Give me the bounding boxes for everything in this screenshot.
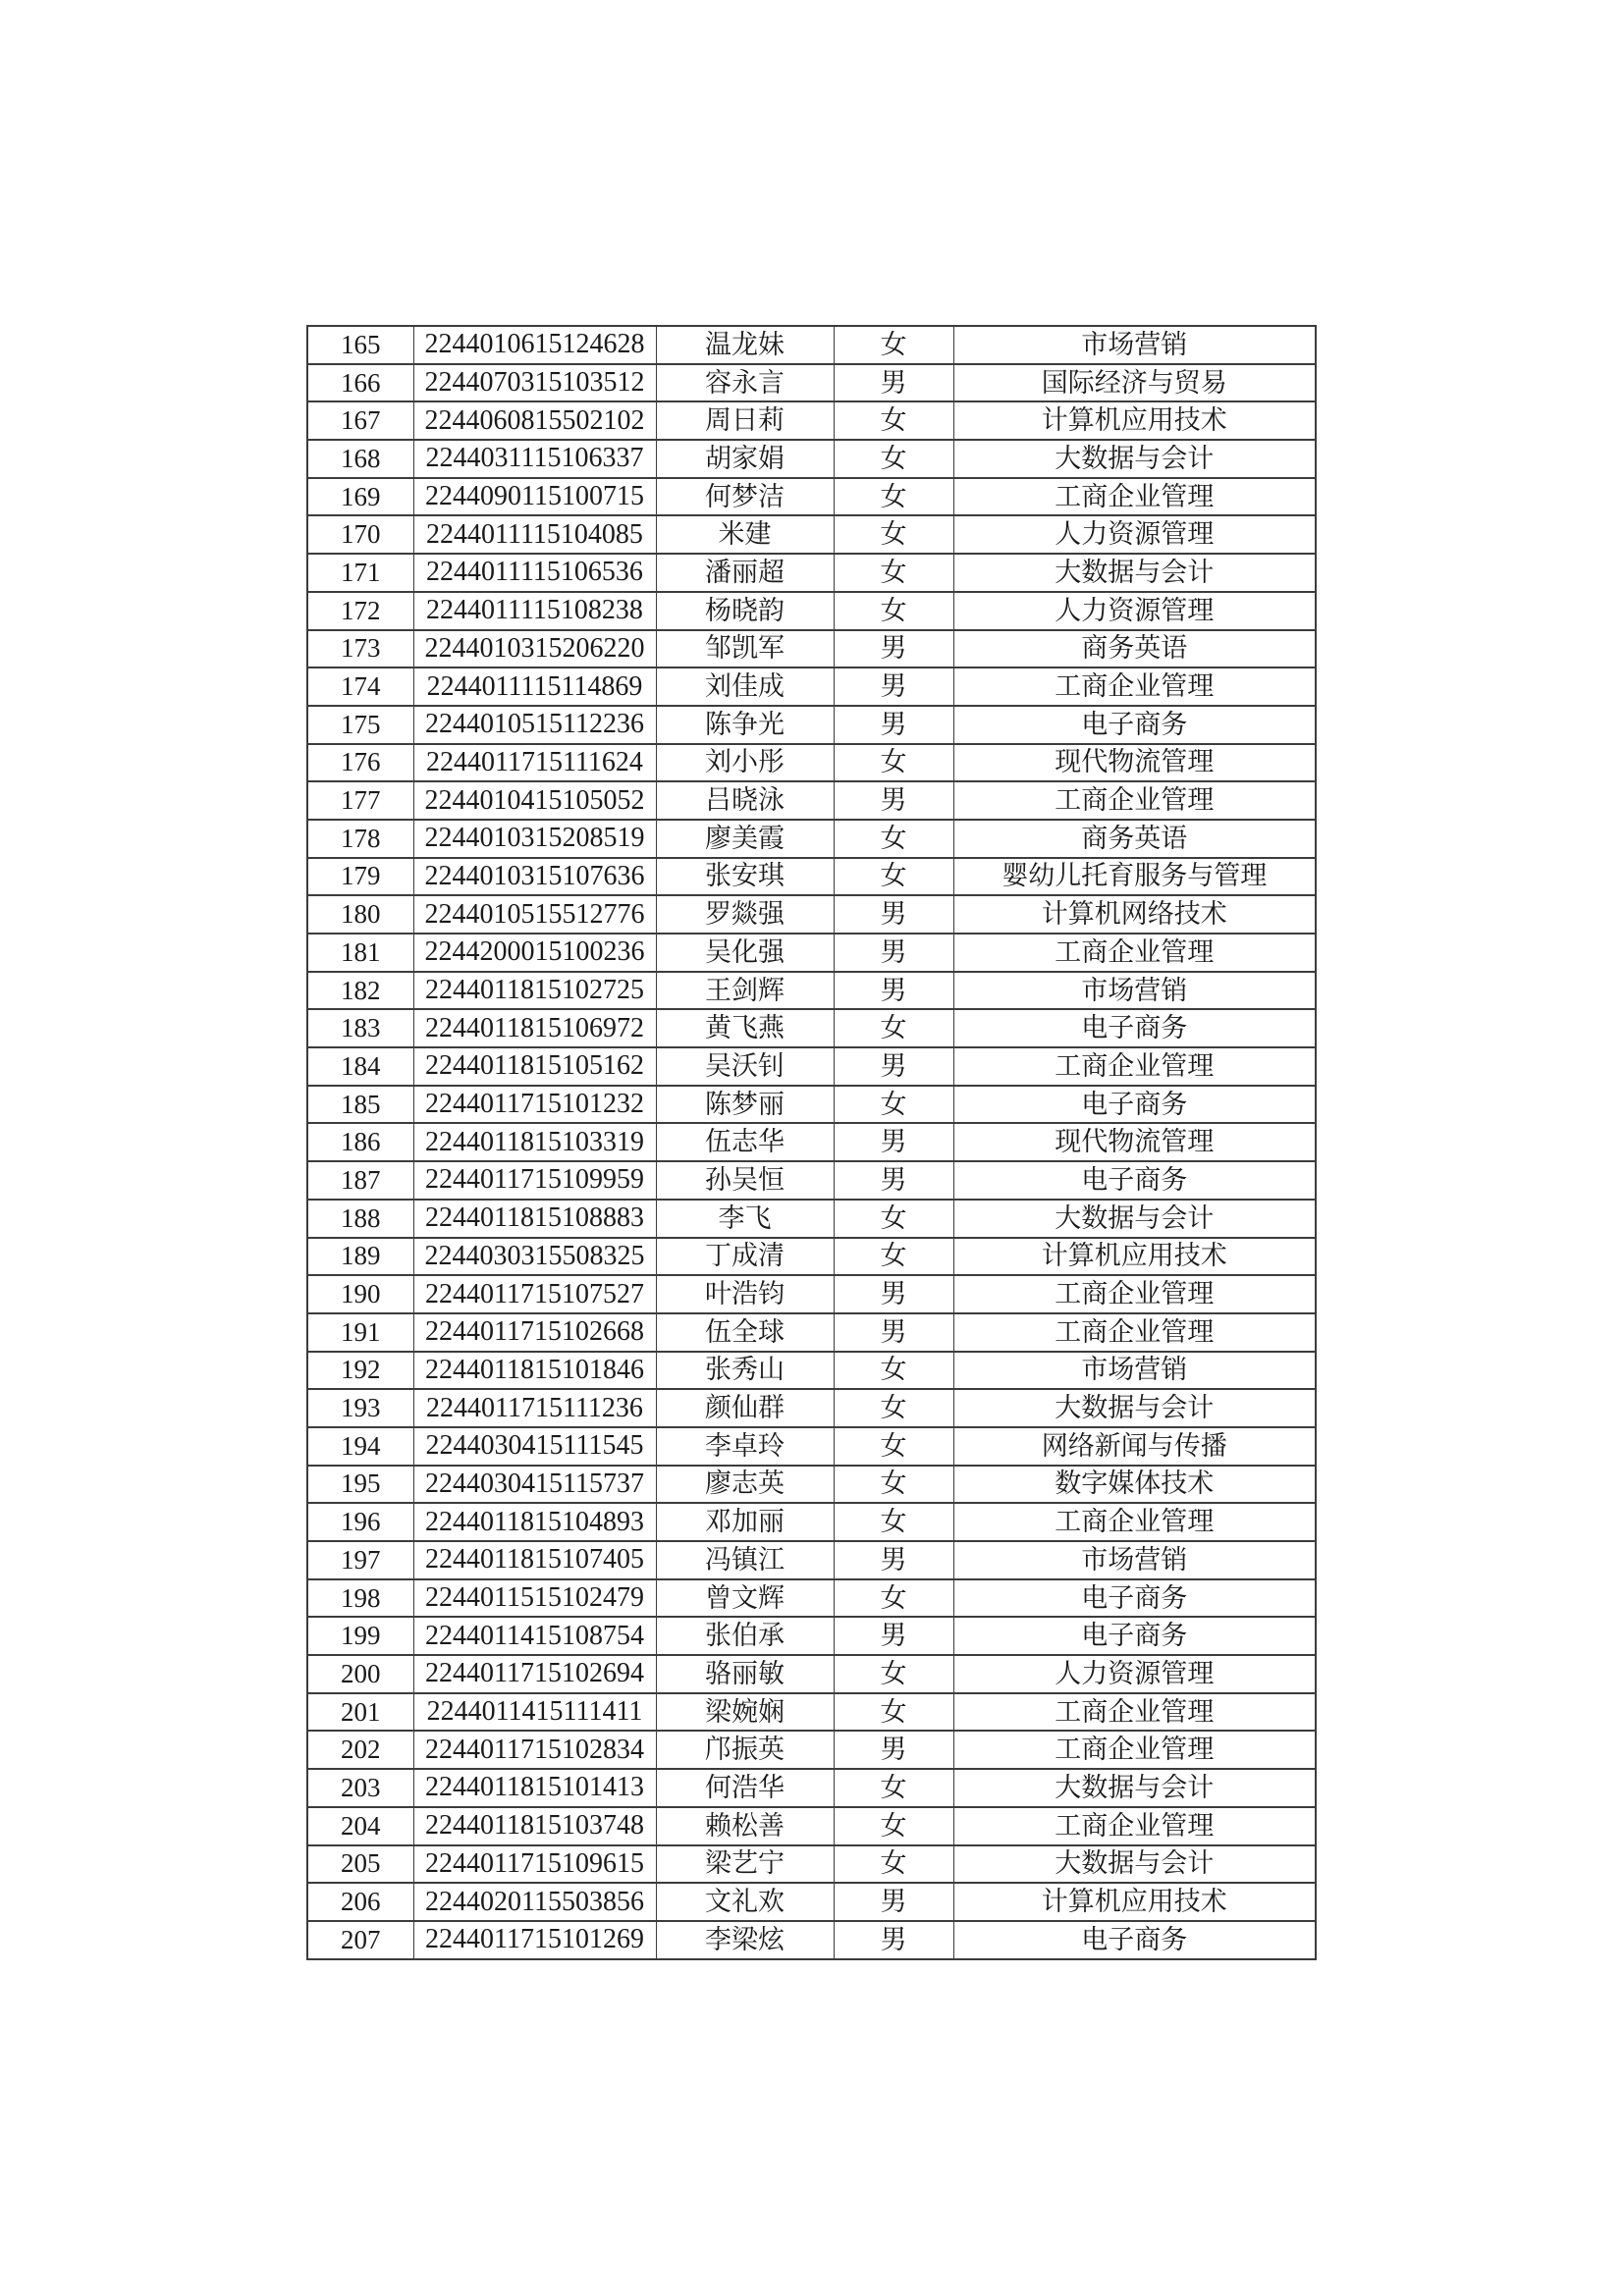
student-name-cell: 张安琪 — [656, 858, 834, 896]
gender-cell: 男 — [834, 972, 953, 1010]
student-name-cell: 刘佳成 — [656, 667, 834, 706]
row-number-cell: 170 — [307, 515, 413, 554]
candidate-id-cell: 2244090115100715 — [413, 478, 656, 516]
table-row — [307, 326, 1316, 364]
major-cell: 现代物流管理 — [953, 1123, 1316, 1161]
student-name-cell: 冯镇江 — [656, 1541, 834, 1579]
student-name-cell: 容永言 — [656, 364, 834, 402]
major-cell: 市场营销 — [953, 326, 1316, 364]
gender-cell: 男 — [834, 1541, 953, 1579]
row-number-cell: 177 — [307, 781, 413, 820]
candidate-id-cell: 2244030415115737 — [413, 1466, 656, 1504]
gender-cell: 男 — [834, 1047, 953, 1086]
student-name-cell: 周日莉 — [656, 401, 834, 440]
candidate-id-cell: 2244011815101846 — [413, 1352, 656, 1390]
student-name-cell: 吕晓泳 — [656, 781, 834, 820]
candidate-id-cell: 2244010315206220 — [413, 630, 656, 668]
major-cell: 商务英语 — [953, 820, 1316, 858]
major-cell: 工商企业管理 — [953, 1503, 1316, 1541]
major-cell: 市场营销 — [953, 1352, 1316, 1390]
table-row — [307, 1123, 1316, 1161]
major-cell: 电子商务 — [953, 1921, 1316, 1959]
major-cell: 人力资源管理 — [953, 515, 1316, 554]
student-name-cell: 叶浩钧 — [656, 1275, 834, 1313]
table-row — [307, 1466, 1316, 1504]
row-number-cell: 205 — [307, 1845, 413, 1884]
candidate-id-cell: 2244060815502102 — [413, 401, 656, 440]
candidate-id-cell: 2244010515512776 — [413, 895, 656, 934]
student-name-cell: 何浩华 — [656, 1769, 834, 1807]
student-name-cell: 王剑辉 — [656, 972, 834, 1010]
gender-cell: 女 — [834, 1200, 953, 1238]
table-row — [307, 1617, 1316, 1655]
row-number-cell: 167 — [307, 401, 413, 440]
table-row — [307, 781, 1316, 820]
table-row — [307, 706, 1316, 744]
student-name-cell: 米建 — [656, 515, 834, 554]
gender-cell: 女 — [834, 1009, 953, 1047]
student-name-cell: 吴化强 — [656, 934, 834, 972]
table-row — [307, 1086, 1316, 1124]
gender-cell: 女 — [834, 1466, 953, 1504]
table-row — [307, 744, 1316, 782]
candidate-id-cell: 2244010415105052 — [413, 781, 656, 820]
table-row — [307, 1275, 1316, 1313]
major-cell: 人力资源管理 — [953, 1655, 1316, 1693]
table-row — [307, 630, 1316, 668]
candidate-id-cell: 2244010615124628 — [413, 326, 656, 364]
candidate-id-cell: 2244011715101232 — [413, 1086, 656, 1124]
major-cell: 大数据与会计 — [953, 554, 1316, 592]
row-number-cell: 195 — [307, 1466, 413, 1504]
major-cell: 工商企业管理 — [953, 1275, 1316, 1313]
candidate-id-cell: 2244011715101269 — [413, 1921, 656, 1959]
candidate-id-cell: 2244011815107405 — [413, 1541, 656, 1579]
candidate-id-cell: 2244011715111624 — [413, 744, 656, 782]
gender-cell: 女 — [834, 1693, 953, 1732]
candidate-id-cell: 2244011115108238 — [413, 592, 656, 630]
row-number-cell: 178 — [307, 820, 413, 858]
candidate-id-cell: 2244010515112236 — [413, 706, 656, 744]
gender-cell: 女 — [834, 1389, 953, 1427]
student-name-cell: 潘丽超 — [656, 554, 834, 592]
table-row — [307, 1238, 1316, 1276]
row-number-cell: 189 — [307, 1238, 413, 1276]
candidate-id-cell: 2244011715111236 — [413, 1389, 656, 1427]
table-row — [307, 820, 1316, 858]
major-cell: 计算机应用技术 — [953, 1238, 1316, 1276]
student-name-cell: 曾文辉 — [656, 1579, 834, 1618]
major-cell: 计算机应用技术 — [953, 401, 1316, 440]
student-name-cell: 张伯承 — [656, 1617, 834, 1655]
row-number-cell: 181 — [307, 934, 413, 972]
gender-cell: 女 — [834, 440, 953, 478]
student-name-cell: 黄飞燕 — [656, 1009, 834, 1047]
row-number-cell: 201 — [307, 1693, 413, 1732]
major-cell: 电子商务 — [953, 1086, 1316, 1124]
table-row — [307, 972, 1316, 1010]
table-row — [307, 401, 1316, 440]
table-row — [307, 1883, 1316, 1921]
gender-cell: 男 — [834, 1313, 953, 1352]
table-row — [307, 1693, 1316, 1732]
row-number-cell: 187 — [307, 1161, 413, 1200]
major-cell: 电子商务 — [953, 1617, 1316, 1655]
row-number-cell: 173 — [307, 630, 413, 668]
table-row — [307, 895, 1316, 934]
candidate-id-cell: 2244030315508325 — [413, 1238, 656, 1276]
candidate-id-cell: 2244011415108754 — [413, 1617, 656, 1655]
student-name-cell: 丁成清 — [656, 1238, 834, 1276]
major-cell: 大数据与会计 — [953, 440, 1316, 478]
candidate-id-cell: 2244011815103748 — [413, 1807, 656, 1845]
major-cell: 市场营销 — [953, 1541, 1316, 1579]
candidate-id-cell: 2244020115503856 — [413, 1883, 656, 1921]
major-cell: 婴幼儿托育服务与管理 — [953, 858, 1316, 896]
major-cell: 电子商务 — [953, 1161, 1316, 1200]
major-cell: 工商企业管理 — [953, 1807, 1316, 1845]
candidate-id-cell: 2244011715109615 — [413, 1845, 656, 1884]
row-number-cell: 199 — [307, 1617, 413, 1655]
candidate-id-cell: 2244011815106972 — [413, 1009, 656, 1047]
table-row — [307, 1921, 1316, 1959]
major-cell: 市场营销 — [953, 972, 1316, 1010]
gender-cell: 女 — [834, 478, 953, 516]
table-row — [307, 934, 1316, 972]
gender-cell: 男 — [834, 667, 953, 706]
major-cell: 计算机应用技术 — [953, 1883, 1316, 1921]
student-name-cell: 李卓玲 — [656, 1427, 834, 1466]
row-number-cell: 203 — [307, 1769, 413, 1807]
row-number-cell: 168 — [307, 440, 413, 478]
major-cell: 大数据与会计 — [953, 1389, 1316, 1427]
table-row — [307, 1845, 1316, 1884]
gender-cell: 男 — [834, 895, 953, 934]
table-row — [307, 858, 1316, 896]
table-row — [307, 1427, 1316, 1466]
row-number-cell: 183 — [307, 1009, 413, 1047]
student-name-cell: 颜仙群 — [656, 1389, 834, 1427]
row-number-cell: 193 — [307, 1389, 413, 1427]
table-row — [307, 1579, 1316, 1618]
student-name-cell: 梁艺宁 — [656, 1845, 834, 1884]
candidate-id-cell: 2244011115104085 — [413, 515, 656, 554]
candidate-id-cell: 2244011815105162 — [413, 1047, 656, 1086]
major-cell: 现代物流管理 — [953, 744, 1316, 782]
gender-cell: 女 — [834, 592, 953, 630]
major-cell: 工商企业管理 — [953, 1731, 1316, 1769]
gender-cell: 女 — [834, 1769, 953, 1807]
candidate-id-cell: 2244011515102479 — [413, 1579, 656, 1618]
student-name-cell: 李梁炫 — [656, 1921, 834, 1959]
student-name-cell: 吴沃钊 — [656, 1047, 834, 1086]
row-number-cell: 174 — [307, 667, 413, 706]
gender-cell: 女 — [834, 1352, 953, 1390]
student-name-cell: 赖松善 — [656, 1807, 834, 1845]
gender-cell: 女 — [834, 401, 953, 440]
gender-cell: 男 — [834, 781, 953, 820]
row-number-cell: 197 — [307, 1541, 413, 1579]
table-row — [307, 1503, 1316, 1541]
table-row — [307, 554, 1316, 592]
table-row — [307, 364, 1316, 402]
student-name-cell: 胡家娟 — [656, 440, 834, 478]
row-number-cell: 166 — [307, 364, 413, 402]
gender-cell: 女 — [834, 1427, 953, 1466]
row-number-cell: 169 — [307, 478, 413, 516]
student-name-cell: 文礼欢 — [656, 1883, 834, 1921]
major-cell: 工商企业管理 — [953, 1313, 1316, 1352]
candidate-id-cell: 2244070315103512 — [413, 364, 656, 402]
student-roster-table — [306, 325, 1317, 1960]
student-name-cell: 伍志华 — [656, 1123, 834, 1161]
candidate-id-cell: 2244011715107527 — [413, 1275, 656, 1313]
table-row — [307, 1389, 1316, 1427]
gender-cell: 男 — [834, 1731, 953, 1769]
major-cell: 计算机网络技术 — [953, 895, 1316, 934]
gender-cell: 男 — [834, 630, 953, 668]
table-row — [307, 1655, 1316, 1693]
row-number-cell: 207 — [307, 1921, 413, 1959]
gender-cell: 女 — [834, 1579, 953, 1618]
gender-cell: 男 — [834, 1161, 953, 1200]
row-number-cell: 200 — [307, 1655, 413, 1693]
major-cell: 电子商务 — [953, 1009, 1316, 1047]
row-number-cell: 184 — [307, 1047, 413, 1086]
major-cell: 国际经济与贸易 — [953, 364, 1316, 402]
gender-cell: 女 — [834, 1845, 953, 1884]
table-row — [307, 515, 1316, 554]
student-name-cell: 梁婉娴 — [656, 1693, 834, 1732]
table-row — [307, 1200, 1316, 1238]
student-name-cell: 骆丽敏 — [656, 1655, 834, 1693]
gender-cell: 男 — [834, 364, 953, 402]
major-cell: 商务英语 — [953, 630, 1316, 668]
student-name-cell: 李飞 — [656, 1200, 834, 1238]
major-cell: 工商企业管理 — [953, 478, 1316, 516]
row-number-cell: 188 — [307, 1200, 413, 1238]
student-name-cell: 孙吴恒 — [656, 1161, 834, 1200]
row-number-cell: 191 — [307, 1313, 413, 1352]
row-number-cell: 180 — [307, 895, 413, 934]
major-cell: 工商企业管理 — [953, 934, 1316, 972]
student-name-cell: 伍全球 — [656, 1313, 834, 1352]
table-row — [307, 1352, 1316, 1390]
gender-cell: 女 — [834, 1503, 953, 1541]
table-row — [307, 440, 1316, 478]
gender-cell: 男 — [834, 1921, 953, 1959]
candidate-id-cell: 2244011715102668 — [413, 1313, 656, 1352]
gender-cell: 女 — [834, 858, 953, 896]
gender-cell: 女 — [834, 554, 953, 592]
gender-cell: 女 — [834, 515, 953, 554]
student-name-cell: 廖志英 — [656, 1466, 834, 1504]
gender-cell: 男 — [834, 1883, 953, 1921]
student-name-cell: 廖美霞 — [656, 820, 834, 858]
table-row — [307, 592, 1316, 630]
row-number-cell: 202 — [307, 1731, 413, 1769]
major-cell: 大数据与会计 — [953, 1845, 1316, 1884]
row-number-cell: 192 — [307, 1352, 413, 1390]
gender-cell: 男 — [834, 1617, 953, 1655]
table-row — [307, 667, 1316, 706]
major-cell: 大数据与会计 — [953, 1200, 1316, 1238]
gender-cell: 女 — [834, 1807, 953, 1845]
table-row — [307, 1047, 1316, 1086]
candidate-id-cell: 2244011815102725 — [413, 972, 656, 1010]
candidate-id-cell: 2244011115114869 — [413, 667, 656, 706]
gender-cell: 女 — [834, 1655, 953, 1693]
major-cell: 工商企业管理 — [953, 1693, 1316, 1732]
major-cell: 电子商务 — [953, 706, 1316, 744]
candidate-id-cell: 2244011115106536 — [413, 554, 656, 592]
gender-cell: 女 — [834, 744, 953, 782]
row-number-cell: 172 — [307, 592, 413, 630]
table-row — [307, 1807, 1316, 1845]
gender-cell: 男 — [834, 1123, 953, 1161]
candidate-id-cell: 2244011715102834 — [413, 1731, 656, 1769]
table-row — [307, 1541, 1316, 1579]
candidate-id-cell: 2244011815103319 — [413, 1123, 656, 1161]
row-number-cell: 175 — [307, 706, 413, 744]
row-number-cell: 190 — [307, 1275, 413, 1313]
major-cell: 工商企业管理 — [953, 667, 1316, 706]
student-name-cell: 陈争光 — [656, 706, 834, 744]
major-cell: 大数据与会计 — [953, 1769, 1316, 1807]
student-name-cell: 罗燚强 — [656, 895, 834, 934]
candidate-id-cell: 2244011815101413 — [413, 1769, 656, 1807]
gender-cell: 女 — [834, 1086, 953, 1124]
gender-cell: 男 — [834, 934, 953, 972]
student-name-cell: 张秀山 — [656, 1352, 834, 1390]
student-table-body — [307, 326, 1316, 1959]
row-number-cell: 179 — [307, 858, 413, 896]
row-number-cell: 165 — [307, 326, 413, 364]
gender-cell: 男 — [834, 706, 953, 744]
table-row — [307, 1313, 1316, 1352]
major-cell: 工商企业管理 — [953, 1047, 1316, 1086]
row-number-cell: 206 — [307, 1883, 413, 1921]
row-number-cell: 198 — [307, 1579, 413, 1618]
row-number-cell: 204 — [307, 1807, 413, 1845]
candidate-id-cell: 2244200015100236 — [413, 934, 656, 972]
candidate-id-cell: 2244030415111545 — [413, 1427, 656, 1466]
major-cell: 网络新闻与传播 — [953, 1427, 1316, 1466]
row-number-cell: 171 — [307, 554, 413, 592]
table-row — [307, 1009, 1316, 1047]
gender-cell: 女 — [834, 820, 953, 858]
table-row — [307, 1769, 1316, 1807]
candidate-id-cell: 2244011715102694 — [413, 1655, 656, 1693]
table-row — [307, 1161, 1316, 1200]
student-name-cell: 刘小彤 — [656, 744, 834, 782]
major-cell: 电子商务 — [953, 1579, 1316, 1618]
candidate-id-cell: 2244011415111411 — [413, 1693, 656, 1732]
candidate-id-cell: 2244010315107636 — [413, 858, 656, 896]
row-number-cell: 176 — [307, 744, 413, 782]
candidate-id-cell: 2244031115106337 — [413, 440, 656, 478]
row-number-cell: 182 — [307, 972, 413, 1010]
gender-cell: 女 — [834, 1238, 953, 1276]
student-name-cell: 温龙妹 — [656, 326, 834, 364]
student-name-cell: 邝振英 — [656, 1731, 834, 1769]
major-cell: 人力资源管理 — [953, 592, 1316, 630]
row-number-cell: 186 — [307, 1123, 413, 1161]
student-name-cell: 邹凯军 — [656, 630, 834, 668]
row-number-cell: 185 — [307, 1086, 413, 1124]
row-number-cell: 196 — [307, 1503, 413, 1541]
candidate-id-cell: 2244010315208519 — [413, 820, 656, 858]
table-row — [307, 478, 1316, 516]
row-number-cell: 194 — [307, 1427, 413, 1466]
major-cell: 数字媒体技术 — [953, 1466, 1316, 1504]
gender-cell: 男 — [834, 1275, 953, 1313]
student-name-cell: 邓加丽 — [656, 1503, 834, 1541]
student-name-cell: 陈梦丽 — [656, 1086, 834, 1124]
student-name-cell: 何梦洁 — [656, 478, 834, 516]
candidate-id-cell: 2244011815104893 — [413, 1503, 656, 1541]
candidate-id-cell: 2244011715109959 — [413, 1161, 656, 1200]
major-cell: 工商企业管理 — [953, 781, 1316, 820]
candidate-id-cell: 2244011815108883 — [413, 1200, 656, 1238]
student-name-cell: 杨晓韵 — [656, 592, 834, 630]
table-row — [307, 1731, 1316, 1769]
gender-cell: 女 — [834, 326, 953, 364]
